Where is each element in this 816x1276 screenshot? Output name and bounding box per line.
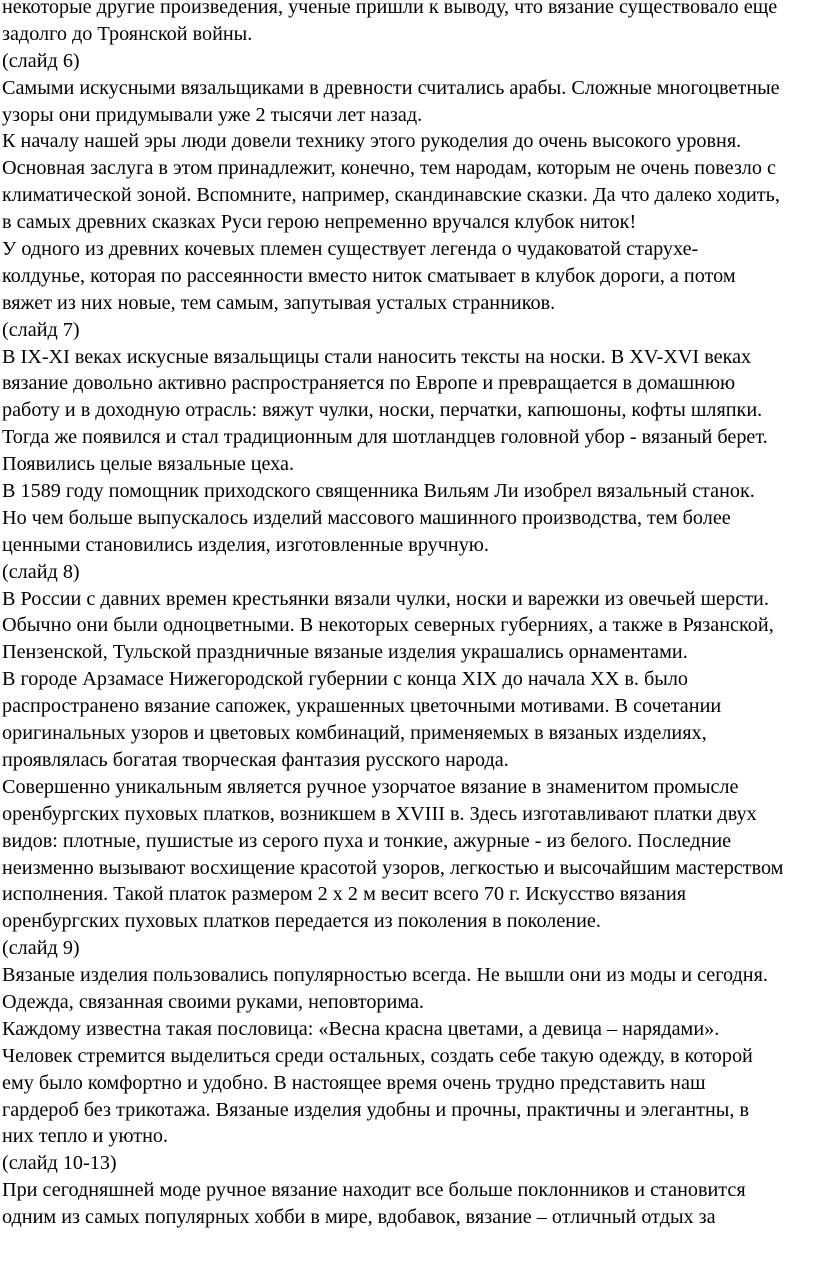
text-line: вязание довольно активно распространяется по Европе и превращается в домашнюю <box>2 372 736 395</box>
text-line: В России с давних времен крестьянки вязали чулки, носки и варежки из овечьей шерсти. <box>2 587 769 610</box>
text-line: распространено вязание сапожек, украшенных цветочными мотивами. В сочетании <box>2 695 722 718</box>
text-line: Вязаные изделия пользовались популярностью всегда. Не вышли они из моды и сегодня. <box>2 964 768 987</box>
slide-marker: (слайд 9) <box>2 937 80 960</box>
text-line: вяжет из них новые, тем самым, запутывая усталых странников. <box>2 291 556 314</box>
slide-marker: (слайд 10-13) <box>2 1152 117 1175</box>
text-line: оренбургских пуховых платков, возникшем в XVIII в. Здесь изготавливают платки двух <box>2 802 757 825</box>
text-line: Самыми искусными вязальщиками в древности считались арабы. Сложные многоцветные <box>2 76 780 99</box>
text-line: Одежда, связанная своими руками, неповторима. <box>2 990 424 1013</box>
text-line: К началу нашей эры люди довели технику этого рукоделия до очень высокого уровня. <box>2 130 742 153</box>
slide-marker: (слайд 6) <box>2 49 80 72</box>
text-line: Совершенно уникальным является ручное узорчатое вязание в знаменитом промысле <box>2 775 739 798</box>
text-line: неизменно вызывают восхищение красотой узоров, легкостью и высочайшим мастерством <box>2 856 784 879</box>
text-line: климатической зоной. Вспомните, например, скандинавские сказки. Да что далеко ходить, <box>2 184 780 207</box>
slide-marker: (слайд 8) <box>2 560 80 583</box>
text-line: Появились целые вязальные цеха. <box>2 453 295 476</box>
text-line: ему было комфортно и удобно. В настоящее время очень трудно представить наш <box>2 1071 706 1094</box>
text-line: в самых древних сказках Руси герою непременно вручался клубок ниток! <box>2 211 637 234</box>
text-line: При сегодняшней моде ручное вязание находит все больше поклонников и становится <box>2 1179 746 1202</box>
text-line: оригинальных узоров и цветовых комбинаций, применяемых в вязаных изделиях, <box>2 722 707 745</box>
text-line: задолго до Троянской войны. <box>2 22 253 45</box>
text-line: исполнения. Такой платок размером 2 х 2 м весит всего 70 г. Искусство вязания <box>2 883 687 906</box>
text-line: В 1589 году помощник приходского священника Вильям Ли изобрел вязальный станок. <box>2 480 755 503</box>
text-line: В городе Арзамасе Нижегородской губернии с конца XIX до начала XX в. было <box>2 668 689 691</box>
text-line: ценными становились изделия, изготовленные вручную. <box>2 533 489 556</box>
slide-marker: (слайд 7) <box>2 318 80 341</box>
text-line: работу и в доходную отрасль: вяжут чулки, носки, перчатки, капюшоны, кофты шляпки. <box>2 399 763 422</box>
text-line: В IX-XI веках искусные вязальщицы стали наносить тексты на носки. В XV-XVI веках <box>2 345 752 368</box>
text-line: некоторые другие произведения, ученые пришли к выводу, что вязание существовало еще <box>2 0 778 18</box>
text-line: видов: плотные, пушистые из серого пуха и тонкие, ажурные - из белого. Последние <box>2 829 732 852</box>
text-line: Тогда же появился и стал традиционным для шотландцев головной убор - вязаный берет. <box>2 426 768 449</box>
text-line: одним из самых популярных хобби в мире, вдобавок, вязание – отличный отдых за <box>2 1206 716 1229</box>
text-line: Но чем больше выпускалось изделий массового машинного производства, тем более <box>2 506 731 529</box>
text-line: проявлялась богатая творческая фантазия русского народа. <box>2 748 509 771</box>
text-line: них тепло и уютно. <box>2 1125 169 1148</box>
text-line: Каждому известна такая пословица: «Весна красна цветами, а девица – нарядами». <box>2 1017 720 1040</box>
text-line: Обычно они были одноцветными. В некоторых северных губерниях, а также в Рязанской, <box>2 614 774 637</box>
text-line: Человек стремится выделиться среди остальных, создать себе такую одежду, в которой <box>2 1044 753 1067</box>
text-line: узоры они придумывали уже 2 тысячи лет назад. <box>2 103 423 126</box>
text-line: гардероб без трикотажа. Вязаные изделия удобны и прочны, практичны и элегантны, в <box>2 1098 749 1121</box>
text-line: колдунье, которая по рассеянности вместо ниток сматывает в клубок дороги, а потом <box>2 264 736 287</box>
text-line: У одного из древних кочевых племен существует легенда о чудаковатой старухе- <box>2 238 699 261</box>
text-line: Пензенской, Тульской праздничные вязаные изделия украшались орнаментами. <box>2 641 688 664</box>
text-line: оренбургских пуховых платков передается из поколения в поколение. <box>2 910 601 933</box>
text-line: Основная заслуга в этом принадлежит, конечно, тем народам, которым не очень повезло с <box>2 157 776 180</box>
